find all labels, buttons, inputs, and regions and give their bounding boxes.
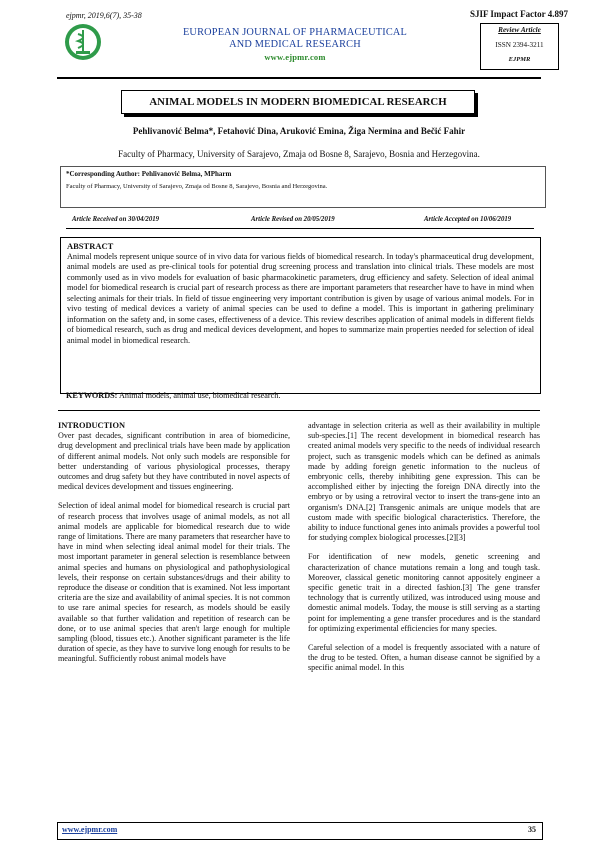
paragraph: Careful selection of a model is frequently associated with a nature of the drug to be tested. Often, a human disease cannot be signified by a specific animal model. In this (308, 643, 540, 673)
page-footer (57, 822, 543, 840)
citation: ejpmr, 2019,6(7), 35-38 (66, 11, 142, 20)
impact-factor: SJIF Impact Factor 4.897 (470, 9, 568, 19)
date-accepted: Article Accepted on 10/06/2019 (424, 216, 512, 223)
journal-name (140, 27, 450, 63)
journal-name-line2: AND MEDICAL RESEARCH (229, 39, 361, 50)
paragraph: Over past decades, significant contribution in area of biomedicine, drug development and preclinical trials have been made by application of different animal models. Not only such models are responsible for better understanding of various physiological processes, therapy outcomes and drug safety but they have contributed in novel aspects of medical devices development and tissues engineering. (58, 431, 290, 492)
corresponding-author-box (60, 166, 546, 208)
dates-divider (66, 228, 534, 229)
paragraph: advantage in selection criteria as well as their availability in multiple sub-species.[1] The recent development in biomedical research has created animal models very specific to the needs of individual research project, such as transgenic models which can be defined as animals made by adding foreign genetic information to the nucleus of embryonic cells, thereby inhibiting gene expression. This can be accomplished either by injecting the foreign DNA directly into the embryo or by using a retroviral vector to insert the trans-gene into an organism's DNA.[2] Transgenic animals are unique models that are custom made with specific biological characteristics. Therefore, the ability to induce functional genes into animals provides a powerful tool for studying complex biological processes.[2][3] (308, 421, 540, 543)
journal-name-line1: EUROPEAN JOURNAL OF PHARMACEUTICAL (182, 27, 408, 38)
corresponding-author-address: Faculty of Pharmacy, University of Sarajevo, Zmaja od Bosne 8, Sarajevo, Bosnia and Herzegovina. (66, 183, 328, 190)
paragraph: Selection of ideal animal model for biomedical research is crucial part of research process that involves usage of animal models, as not all animal models are applicable for biomedical research due to wide range of limitations. There are many parameters that researcher have to have in mind when selecting ideal animal model for their trials. The most important parameter in general selection is resemblance between animal species and humans on physiological and pathophysiological levels, their response on certain substances/drugs and their ability to reproduce the disease or condition that is examined. Not less important criteria are the size and availability of animal species. It is not common to use rare animal species for research, as models should be easily available so that further validation and repetition of research can be done, or to use animal species that aren't large enough for multiple sampling (blood, tissues etc.). Another significant parameter is the life duration of specie, as they have to survive long enough for results to be meaningful. Sufficiently robust animal models have (58, 501, 290, 664)
page-number: 35 (528, 825, 536, 834)
issn-label: ISSN 2394-3211 (495, 41, 544, 49)
article-type-label: Review Article (498, 26, 541, 34)
left-column (58, 421, 290, 674)
right-column (308, 421, 540, 683)
journal-logo-icon (63, 22, 103, 62)
footer-url-link[interactable]: www.ejpmr.com (62, 825, 118, 834)
date-revised: Article Revised on 20/05/2019 (251, 216, 335, 223)
date-received: Article Received on 30/04/2019 (72, 216, 160, 223)
journal-code: EJPMR (508, 56, 531, 63)
abstract-heading: ABSTRACT (67, 241, 114, 251)
header-divider (57, 77, 541, 79)
keywords-label: KEYWORDS: (66, 391, 118, 400)
article-type-box (480, 23, 559, 70)
keywords-text: Animal models, animal use, biomedical research. (117, 391, 281, 400)
corresponding-author-label: *Corresponding Author: Pehlivanović Belma, MPharm (66, 170, 232, 178)
paragraph: For identification of new models, genetic screening and characterization of chance mutations remain a long and tough task. Moreover, classical genetic monitoring cannot appositely engineer a specific genetic trait in a directed fashion.[3] The gene transfer technology that is currently utilized, was introduced using mouse and domestic animal models. Today, the mouse is still serving as a starting point for implementing a gene transfer procedures and is the standard for optimizing experimental efficiencies for many species. (308, 552, 540, 633)
keywords (66, 391, 280, 400)
journal-url-link[interactable]: www.ejpmr.com (264, 52, 326, 62)
keywords-divider (58, 410, 540, 411)
article-title: ANIMAL MODELS IN MODERN BIOMEDICAL RESEARCH (121, 90, 475, 114)
section-heading-introduction: INTRODUCTION (58, 421, 126, 430)
abstract-box (60, 237, 541, 394)
affiliation: Faculty of Pharmacy, University of Sarajevo, Zmaja od Bosne 8, Sarajevo, Bosnia and Herzegovina. (118, 149, 480, 159)
authors: Pehlivanović Belma*, Fetahović Dina, Aruković Emina, Žiga Nermina and Bečić Fahir (132, 126, 466, 136)
abstract-text: Animal models represent unique source of in vivo data for various fields of biomedical research. In today's pharmaceutical drug development, animal models are used as pre-clinical tools for potential drug screening process and translation into clinical trials. These models are most commonly used as in vivo models for evaluation of basic pharmacokinetic parameters, drug efficiency and safety. Selection of ideal animal model for biomedical research is crucial part of research process as there are important parameters that researcher have to have in mind when selecting animals for their trials. In field of tissue engineering very important contribution is given by usage of various animal models. For in vivo testing of medical devices a variety of animal species can be used to define a model. This is important in gathering preliminary information on the safety and, in some cases, effectiveness of a device. This review describes application of animal models in different fields of biomedical research, such as drug and medical devices development, and hopes to summarize main properties needed for selection of ideal animal model in biomedical research. (67, 251, 534, 345)
